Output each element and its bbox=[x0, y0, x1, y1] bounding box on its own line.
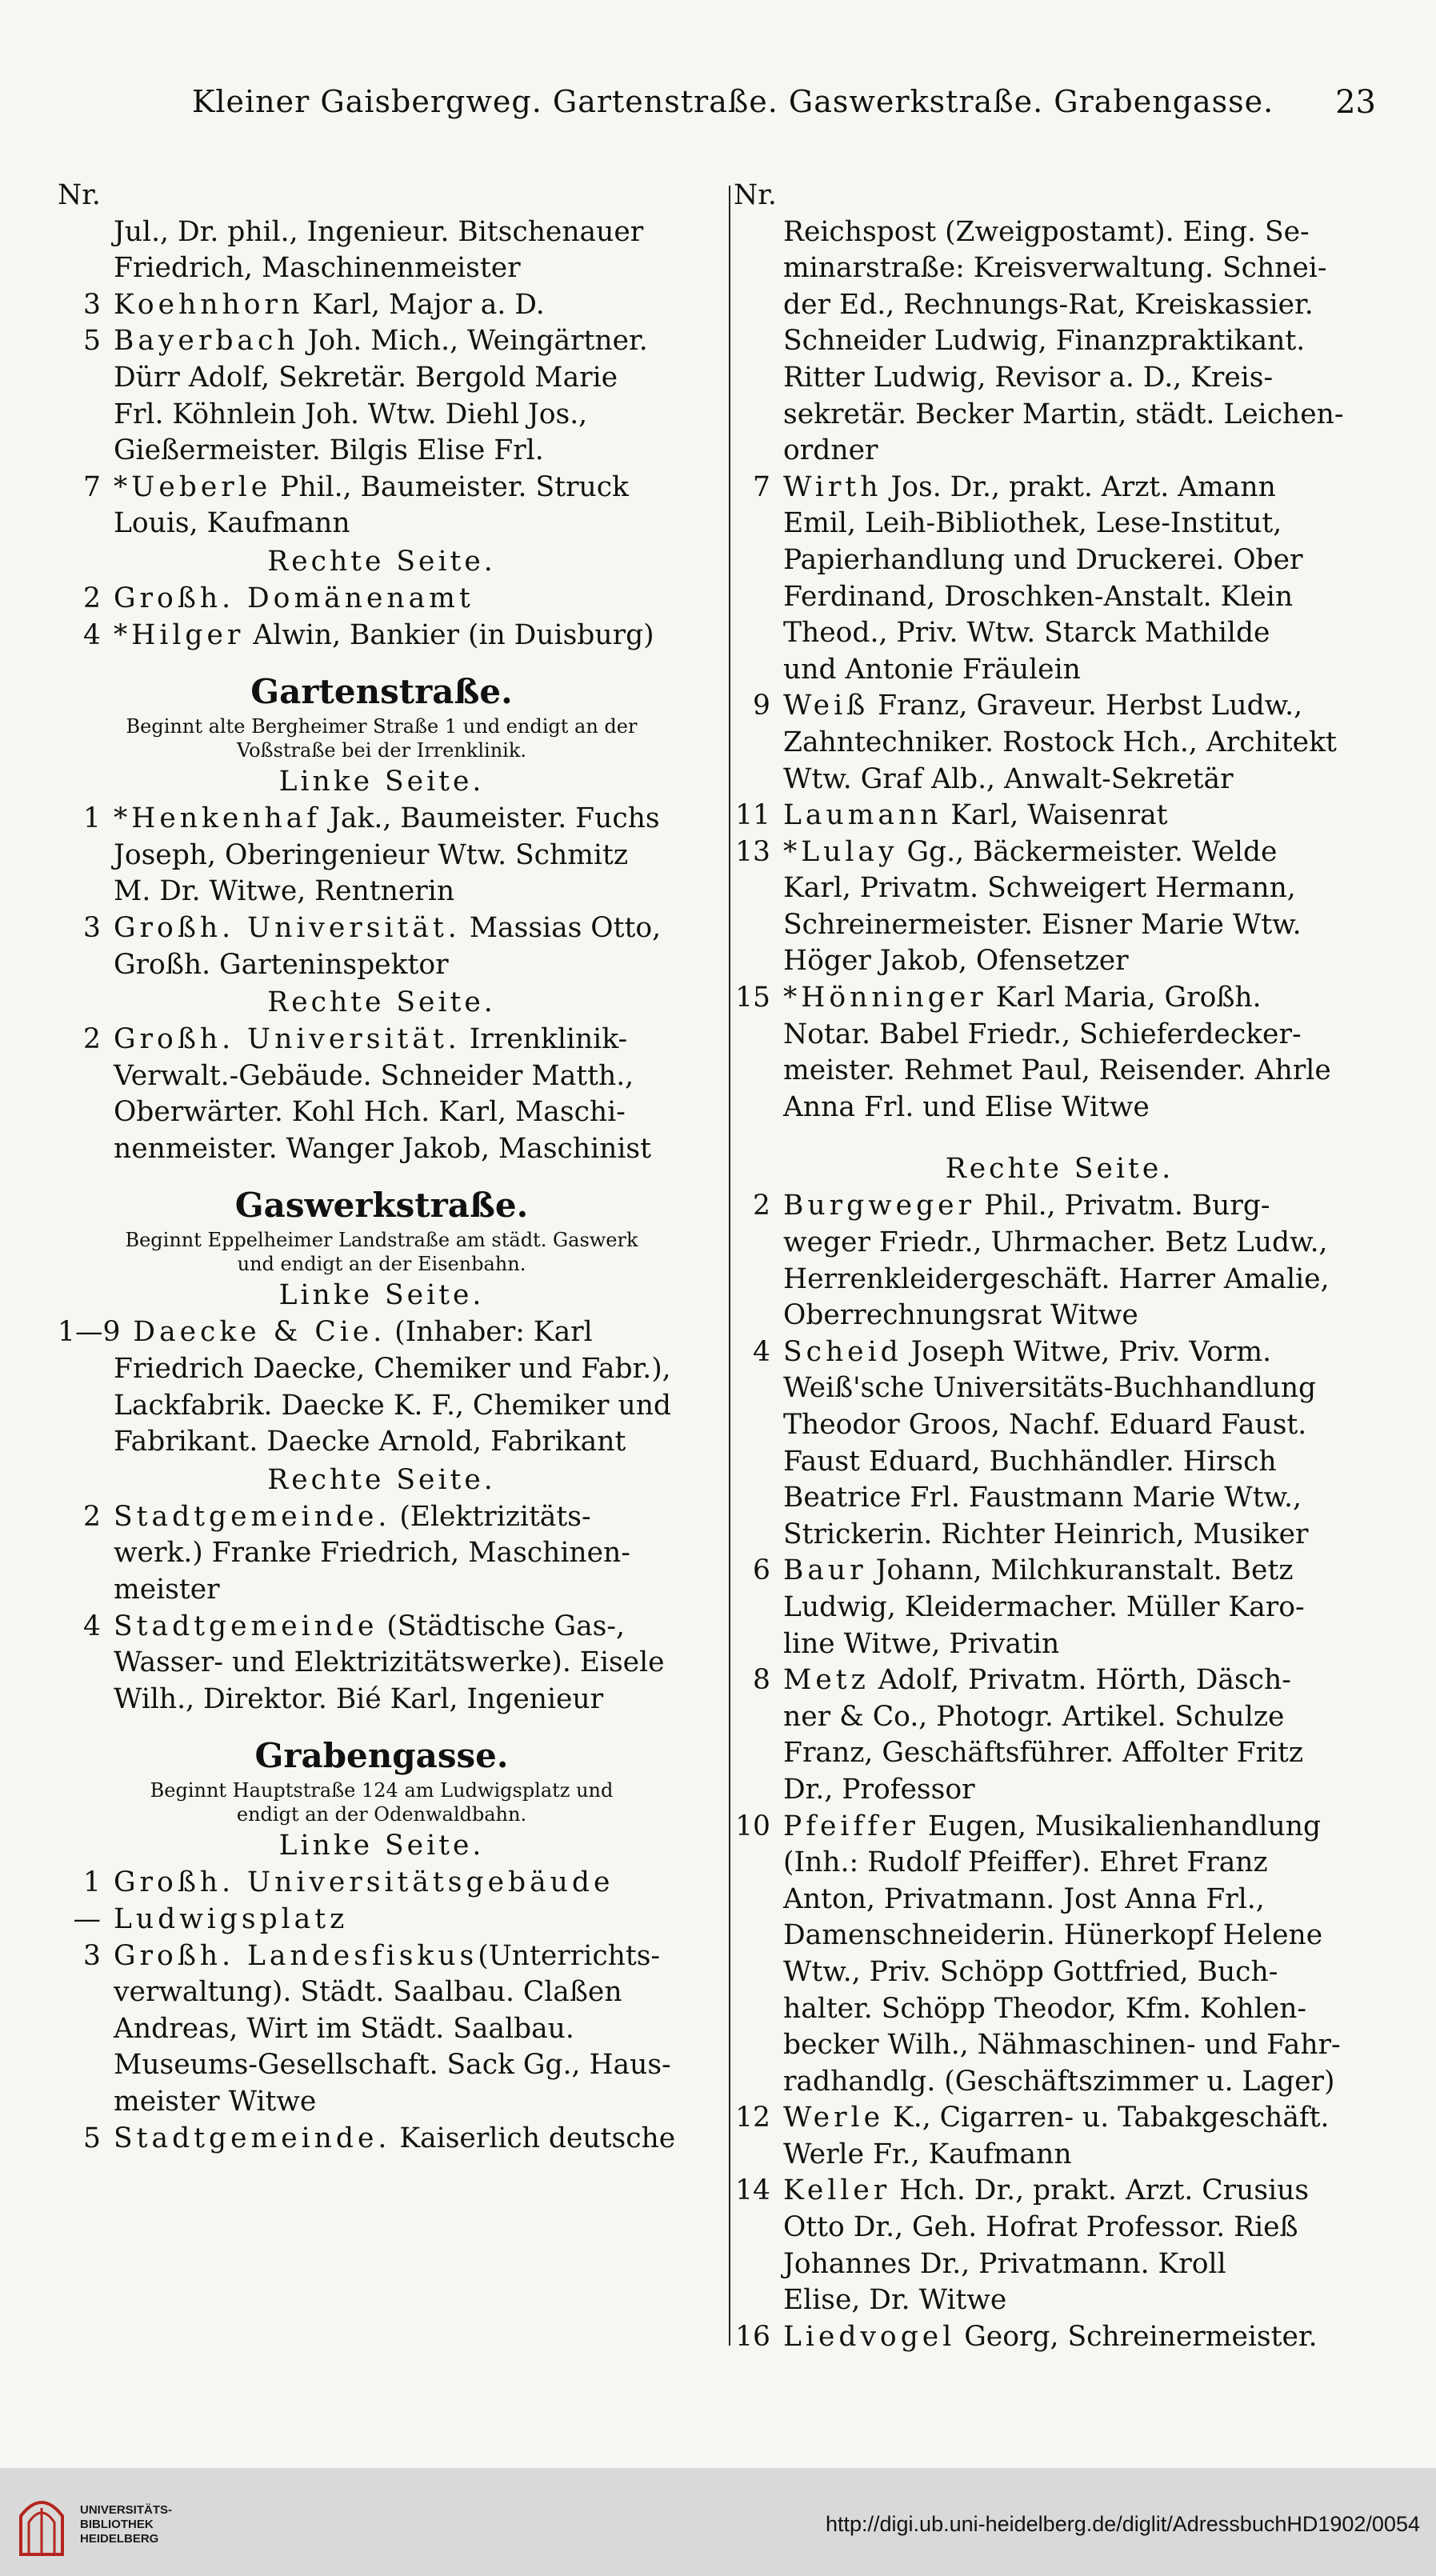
side-heading: Rechte Seite. bbox=[945, 1153, 1174, 1186]
entry-continuation: Anton, Privatmann. Jost Anna Frl., bbox=[783, 1882, 1265, 1915]
house-number: 5 bbox=[83, 325, 101, 358]
entry-continuation: meister. Rehmet Paul, Reisender. Ahrle bbox=[783, 1054, 1331, 1087]
house-number: 16 bbox=[735, 2320, 770, 2353]
entry-continuation: verwaltung). Städt. Saalbau. Claßen bbox=[114, 1976, 622, 2009]
house-number: 1—9 bbox=[58, 1316, 121, 1349]
resident-name: Baur bbox=[783, 1554, 867, 1587]
entry-continuation: der Ed., Rechnungs-Rat, Kreiskassier. bbox=[783, 288, 1314, 321]
house-number: 8 bbox=[753, 1664, 770, 1697]
entry-continuation: Lackfabrik. Daecke K. F., Chemiker und bbox=[114, 1389, 672, 1422]
entry-continuation: ordner bbox=[783, 434, 878, 467]
house-number: 15 bbox=[735, 982, 770, 1014]
entry-continuation: Verwalt.-Gebäude. Schneider Matth., bbox=[114, 1059, 634, 1092]
entry-continuation: Schneider Ludwig, Finanzpraktikant. bbox=[783, 325, 1306, 358]
address-entry bbox=[58, 1865, 706, 1902]
entry-text: Phil., Privatm. Burg- bbox=[984, 1190, 1270, 1222]
entry-continuation: Andreas, Wirt im Städt. Saalbau. bbox=[114, 2012, 574, 2045]
entry-continuation: Friedrich, Maschinenmeister bbox=[114, 252, 521, 285]
entry-text: Jos. Dr., prakt. Arzt. Amann bbox=[890, 470, 1276, 503]
street-heading: Gartenstraße. bbox=[250, 672, 513, 712]
resident-name: Laumann bbox=[783, 799, 942, 832]
house-number: 3 bbox=[83, 288, 101, 321]
entry-continuation: Fabrikant. Daecke Arnold, Fabrikant bbox=[114, 1426, 626, 1458]
house-number: 7 bbox=[83, 470, 101, 503]
street-description: Beginnt alte Bergheimer Straße 1 und endigt an der bbox=[126, 715, 638, 738]
entry-text: Kaiserlich deutsche bbox=[399, 2122, 676, 2154]
entry-text: (Inhaber: Karl bbox=[394, 1316, 593, 1349]
address-entry bbox=[58, 581, 706, 618]
entry-continuation: becker Wilh., Nähmaschinen- und Fahr- bbox=[783, 2029, 1341, 2062]
entry-continuation: Theod., Priv. Wtw. Starck Mathilde bbox=[783, 617, 1270, 650]
street-description: Voßstraße bei der Irrenklinik. bbox=[236, 739, 527, 762]
side-heading: Rechte Seite. bbox=[267, 545, 496, 578]
entry-continuation: minarstraße: Kreisverwaltung. Schnei- bbox=[783, 252, 1327, 285]
address-entry bbox=[734, 2319, 1386, 2356]
column-divider bbox=[729, 186, 730, 2346]
entry-continuation: Anna Frl. und Elise Witwe bbox=[783, 1090, 1150, 1123]
entry-continuation: Louis, Kaufmann bbox=[114, 507, 350, 540]
entry-continuation: Ludwig, Kleidermacher. Müller Karo- bbox=[783, 1590, 1305, 1623]
entry-continuation: Dr., Professor bbox=[783, 1773, 975, 1806]
entry-continuation: Franz, Geschäftsführer. Affolter Fritz bbox=[783, 1737, 1304, 1770]
entry-text: Georg, Schreinermeister. bbox=[964, 2320, 1318, 2353]
entry-continuation: M. Dr. Witwe, Rentnerin bbox=[114, 875, 455, 908]
resident-name: Großh. Domänenamt bbox=[114, 582, 474, 614]
entry-continuation: Notar. Babel Friedr., Schieferdecker- bbox=[783, 1018, 1302, 1050]
entry-continuation: line Witwe, Privatin bbox=[783, 1627, 1060, 1660]
side-heading: Rechte Seite. bbox=[267, 1463, 496, 1496]
entry-continuation: meister bbox=[114, 1574, 220, 1606]
house-number: 1 bbox=[83, 1866, 101, 1899]
street-heading: Gaswerkstraße. bbox=[234, 1186, 529, 1226]
nr-label: Nr. bbox=[734, 179, 777, 211]
viewer-footer bbox=[0, 2468, 1436, 2576]
entry-continuation: Schreinermeister. Eisner Marie Wtw. bbox=[783, 908, 1302, 941]
address-entry bbox=[58, 801, 706, 838]
address-entry bbox=[58, 1902, 706, 1938]
entry-continuation: Gießermeister. Bilgis Elise Frl. bbox=[114, 434, 544, 467]
resident-name: Bayerbach bbox=[114, 325, 299, 358]
address-entry bbox=[734, 834, 1386, 871]
address-entry bbox=[58, 1609, 706, 1646]
resident-name: Ludwigsplatz bbox=[114, 1903, 349, 1935]
resident-name: Keller bbox=[783, 2174, 891, 2207]
resident-name: *Ueberle bbox=[114, 470, 272, 503]
resident-name: Werle bbox=[783, 2102, 885, 2134]
entry-continuation: werk.) Franke Friedrich, Maschinen- bbox=[114, 1537, 630, 1570]
side-heading: Linke Seite. bbox=[278, 1830, 485, 1862]
entry-continuation: Wtw., Priv. Schöpp Gottfried, Buch- bbox=[783, 1955, 1278, 1988]
street-description: Beginnt Eppelheimer Landstraße am städt. Gaswerk bbox=[125, 1229, 638, 1252]
resident-name: Großh. Universität. bbox=[114, 911, 461, 944]
address-entry bbox=[734, 2100, 1386, 2137]
entry-continuation: Faust Eduard, Buchhändler. Hirsch bbox=[783, 1445, 1277, 1478]
entry-continuation: Friedrich Daecke, Chemiker und Fabr.), bbox=[114, 1353, 671, 1386]
entry-continuation: Beatrice Frl. Faustmann Marie Wtw., bbox=[783, 1482, 1302, 1514]
entry-text: K., Cigarren- u. Tabakgeschäft. bbox=[892, 2102, 1330, 2134]
entry-continuation: Johannes Dr., Privatmann. Kroll bbox=[783, 2247, 1226, 2280]
entry-text: Jak., Baumeister. Fuchs bbox=[330, 802, 660, 835]
resident-name: Weiß bbox=[783, 690, 870, 722]
address-entry bbox=[734, 1662, 1386, 1699]
house-number: 1 bbox=[83, 802, 101, 835]
entry-continuation: Zahntechniker. Rostock Hch., Architekt bbox=[783, 726, 1337, 758]
address-entry bbox=[58, 1314, 706, 1351]
house-number: 5 bbox=[83, 2122, 101, 2154]
entry-text: Joh. Mich., Weingärtner. bbox=[307, 325, 648, 358]
address-entry bbox=[58, 323, 706, 360]
entry-text: Karl Maria, Großh. bbox=[995, 982, 1262, 1014]
entry-text: (Elektrizitäts- bbox=[399, 1500, 591, 1533]
entry-continuation: Damenschneiderin. Hünerkopf Helene bbox=[783, 1919, 1323, 1952]
entry-continuation: Karl, Privatm. Schweigert Hermann, bbox=[783, 872, 1296, 905]
entry-continuation: Otto Dr., Geh. Hofrat Professor. Rieß bbox=[783, 2211, 1298, 2244]
entry-text: (Städtische Gas-, bbox=[386, 1610, 625, 1642]
entry-continuation: Papierhandlung und Druckerei. Ober bbox=[783, 543, 1303, 576]
entry-continuation: Emil, Leih-Bibliothek, Lese-Institut, bbox=[783, 507, 1282, 540]
entry-text: Phil., Baumeister. Struck bbox=[280, 470, 629, 503]
entry-continuation: Herrenkleidergeschäft. Harrer Amalie, bbox=[783, 1262, 1330, 1295]
entry-continuation: Museums-Gesellschaft. Sack Gg., Haus- bbox=[114, 2049, 671, 2082]
address-entry bbox=[734, 798, 1386, 834]
address-entry bbox=[734, 688, 1386, 725]
address-entry bbox=[58, 618, 706, 654]
resident-name: Daecke & Cie. bbox=[133, 1316, 386, 1349]
address-entry bbox=[58, 287, 706, 324]
entry-text: Hch. Dr., prakt. Arzt. Crusius bbox=[899, 2174, 1310, 2207]
resident-name: Großh. Universitätsgebäude bbox=[114, 1866, 614, 1899]
address-entry bbox=[734, 2173, 1386, 2210]
resident-name: Scheid bbox=[783, 1335, 902, 1368]
resident-name: Stadtgemeinde. bbox=[114, 2122, 391, 2154]
entry-continuation: nenmeister. Wanger Jakob, Maschinist bbox=[114, 1132, 651, 1165]
house-number: 14 bbox=[735, 2174, 770, 2207]
street-heading: Grabengasse. bbox=[254, 1736, 509, 1776]
entry-continuation: halter. Schöpp Theodor, Kfm. Kohlen- bbox=[783, 1992, 1307, 2025]
house-number: 3 bbox=[83, 1939, 101, 1972]
entry-continuation: Oberwärter. Kohl Hch. Karl, Maschi- bbox=[114, 1096, 626, 1129]
side-heading: Linke Seite. bbox=[278, 766, 485, 798]
running-title: Kleiner Gaisbergweg. Gartenstraße. Gaswerkstraße. Grabengasse. bbox=[192, 84, 1274, 119]
entry-continuation: Theodor Groos, Nachf. Eduard Faust. bbox=[783, 1409, 1307, 1441]
left-column bbox=[58, 178, 706, 2157]
address-entry bbox=[734, 1334, 1386, 1371]
entry-continuation: Frl. Köhnlein Joh. Wtw. Diehl Jos., bbox=[114, 398, 588, 430]
house-number: 11 bbox=[735, 799, 770, 832]
entry-continuation: Strickerin. Richter Heinrich, Musiker bbox=[783, 1518, 1309, 1550]
entry-text: Eugen, Musikalienhandlung bbox=[927, 1810, 1322, 1842]
entry-text: (Unterrichts- bbox=[478, 1939, 661, 1972]
resident-name: Koehnhorn bbox=[114, 288, 304, 321]
street-description: Beginnt Hauptstraße 124 am Ludwigsplatz und bbox=[150, 1779, 614, 1802]
university-library-logo-icon bbox=[14, 2484, 69, 2560]
entry-continuation: Joseph, Oberingenieur Wtw. Schmitz bbox=[114, 838, 629, 871]
entry-continuation: Wilh., Direktor. Bié Karl, Ingenieur bbox=[114, 1682, 604, 1715]
entry-continuation: Werle Fr., Kaufmann bbox=[783, 2138, 1072, 2170]
page-number: 23 bbox=[1335, 84, 1376, 121]
address-entry bbox=[58, 470, 706, 506]
address-entry bbox=[58, 2121, 706, 2158]
entry-continuation: ner & Co., Photogr. Artikel. Schulze bbox=[783, 1700, 1285, 1733]
entry-text: Joseph Witwe, Priv. Vorm. bbox=[910, 1335, 1272, 1368]
entry-continuation: Wtw. Graf Alb., Anwalt-Sekretär bbox=[783, 762, 1234, 795]
entry-text: Adolf, Privatm. Hörth, Däsch- bbox=[878, 1664, 1291, 1697]
entry-continuation: (Inh.: Rudolf Pfeiffer). Ehret Franz bbox=[783, 1846, 1268, 1879]
resident-name: Stadtgemeinde. bbox=[114, 1500, 391, 1533]
entry-continuation: radhandlg. (Geschäftszimmer u. Lager) bbox=[783, 2065, 1335, 2098]
address-entry bbox=[58, 1022, 706, 1058]
entry-continuation: Reichspost (Zweigpostamt). Eing. Se- bbox=[783, 215, 1310, 248]
entry-continuation: Oberrechnungsrat Witwe bbox=[783, 1299, 1138, 1332]
street-description: endigt an der Odenwaldbahn. bbox=[236, 1803, 527, 1826]
entry-continuation: meister Witwe bbox=[114, 2085, 317, 2118]
resident-name: Großh. Landesfiskus bbox=[114, 1939, 478, 1972]
house-number: 7 bbox=[753, 470, 770, 503]
entry-continuation: sekretär. Becker Martin, städt. Leichen- bbox=[783, 398, 1344, 430]
house-number: 10 bbox=[735, 1810, 770, 1842]
entry-continuation: Jul., Dr. phil., Ingenieur. Bitschenauer bbox=[114, 215, 644, 248]
house-number: 4 bbox=[753, 1335, 770, 1368]
address-entry bbox=[734, 1553, 1386, 1590]
house-number: 6 bbox=[753, 1554, 770, 1587]
page-header bbox=[120, 84, 1376, 132]
permalink-url[interactable]: http://digi.ub.uni-heidelberg.de/diglit/AdressbuchHD1902/0054 bbox=[825, 2512, 1420, 2536]
resident-name: *Lulay bbox=[783, 835, 898, 868]
entry-continuation: Dürr Adolf, Sekretär. Bergold Marie bbox=[114, 361, 618, 394]
side-heading: Rechte Seite. bbox=[267, 986, 496, 1019]
address-entry bbox=[734, 980, 1386, 1017]
resident-name: Metz bbox=[783, 1664, 870, 1697]
entry-continuation: Großh. Garteninspektor bbox=[114, 948, 449, 981]
entry-continuation: Elise, Dr. Witwe bbox=[783, 2284, 1007, 2317]
entry-continuation: Ferdinand, Droschken-Anstalt. Klein bbox=[783, 580, 1294, 613]
right-column bbox=[734, 178, 1386, 2355]
address-entry bbox=[734, 1188, 1386, 1225]
house-number: 2 bbox=[753, 1190, 770, 1222]
side-heading: Linke Seite. bbox=[278, 1279, 485, 1312]
library-name: UNIVERSITÄTS- BIBLIOTHEK HEIDELBERG bbox=[80, 2503, 173, 2546]
entry-continuation: weger Friedr., Uhrmacher. Betz Ludw., bbox=[783, 1226, 1328, 1259]
resident-name: Großh. Universität. bbox=[114, 1023, 461, 1056]
house-number: 4 bbox=[83, 1610, 101, 1642]
entry-text: Karl, Major a. D. bbox=[312, 288, 545, 321]
entry-text: Irrenklinik- bbox=[469, 1023, 628, 1056]
entry-text: Johann, Milchkuranstalt. Betz bbox=[875, 1554, 1294, 1587]
entry-text: Alwin, Bankier (in Duisburg) bbox=[253, 618, 654, 651]
entry-continuation: und Antonie Fräulein bbox=[783, 653, 1081, 686]
address-entry bbox=[734, 470, 1386, 506]
house-number: 9 bbox=[753, 690, 770, 722]
house-number: 4 bbox=[83, 618, 101, 651]
house-number: 13 bbox=[735, 835, 770, 868]
house-number: 12 bbox=[735, 2102, 770, 2134]
address-entry bbox=[58, 1499, 706, 1536]
entry-text: Karl, Waisenrat bbox=[950, 799, 1168, 832]
house-number: 3 bbox=[83, 911, 101, 944]
house-number: 2 bbox=[83, 1023, 101, 1056]
entry-text: Franz, Graveur. Herbst Ludw., bbox=[878, 690, 1303, 722]
entry-continuation: Ritter Ludwig, Revisor a. D., Kreis- bbox=[783, 361, 1274, 394]
nr-label: Nr. bbox=[58, 179, 101, 211]
resident-name: Stadtgemeinde bbox=[114, 1610, 378, 1642]
entry-continuation: Wasser- und Elektrizitätswerke). Eisele bbox=[114, 1646, 665, 1679]
entry-continuation: Weiß'sche Universitäts-Buchhandlung bbox=[783, 1372, 1317, 1405]
resident-name: Wirth bbox=[783, 470, 882, 503]
resident-name: Liedvogel bbox=[783, 2320, 956, 2353]
address-entry bbox=[58, 910, 706, 947]
resident-name: Burgweger bbox=[783, 1190, 976, 1222]
resident-name: *Hilger bbox=[114, 618, 245, 651]
entry-text: Massias Otto, bbox=[469, 911, 662, 944]
entry-continuation: Höger Jakob, Ofensetzer bbox=[783, 945, 1129, 978]
resident-name: Pfeiffer bbox=[783, 1810, 919, 1842]
resident-name: *Hönninger bbox=[783, 982, 987, 1014]
house-number: 2 bbox=[83, 582, 101, 614]
house-number: 2 bbox=[83, 1500, 101, 1533]
entry-text: Gg., Bäckermeister. Welde bbox=[906, 835, 1278, 868]
address-entry bbox=[734, 1809, 1386, 1846]
house-number: — bbox=[73, 1903, 101, 1935]
street-description: und endigt an der Eisenbahn. bbox=[237, 1253, 526, 1276]
address-entry bbox=[58, 1938, 706, 1975]
resident-name: *Henkenhaf bbox=[114, 802, 322, 835]
